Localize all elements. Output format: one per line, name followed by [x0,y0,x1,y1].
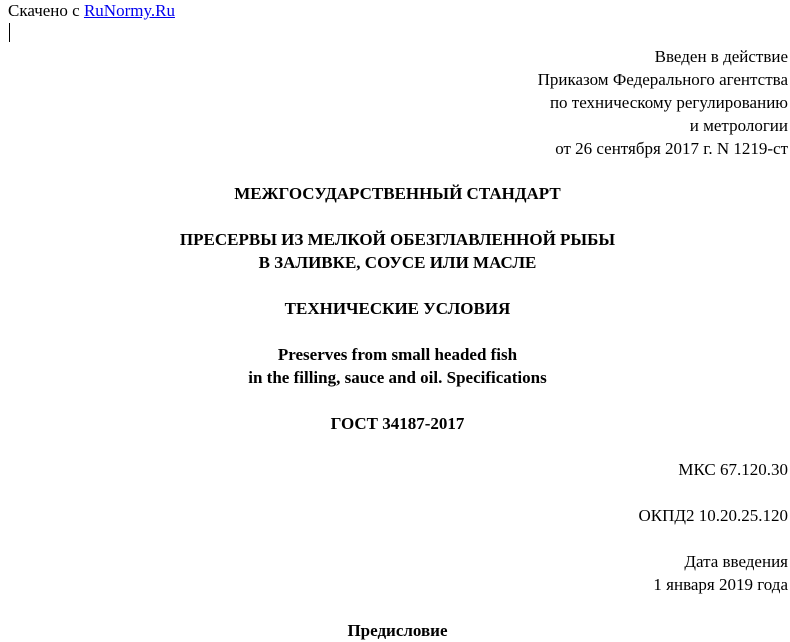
english-title [0,343,790,389]
enactment-line: и метрологии [689,116,788,135]
russian-title-line: ПРЕСЕРВЫ ИЗ МЕЛКОЙ ОБЕЗГЛАВЛЕННОЙ РЫБЫ [179,230,616,249]
specifications-text: ТЕХНИЧЕСКИЕ УСЛОВИЯ [284,299,511,318]
introduction-date [653,550,788,596]
enactment-line: Введен в действие [654,47,788,66]
text-cursor [9,23,10,42]
english-title-line: in the filling, sauce and oil. Specifications [248,368,547,387]
enactment-line: по техническому регулированию [549,93,788,112]
okpd-code: ОКПД2 10.20.25.120 [638,506,788,525]
standard-type-heading [0,182,790,205]
russian-title-line: В ЗАЛИВКЕ, СОУСЕ ИЛИ МАСЛЕ [258,253,537,272]
specifications-heading [0,297,790,320]
date-value: 1 января 2019 года [653,575,788,594]
standard-type-text: МЕЖГОСУДАРСТВЕННЫЙ СТАНДАРТ [234,184,561,203]
foreword-text: Предисловие [347,621,448,640]
foreword-heading [0,619,790,642]
enactment-block [538,45,788,160]
gost-number-text: ГОСТ 34187-2017 [330,414,465,433]
enactment-line: от 26 сентября 2017 г. N 1219-ст [555,139,788,158]
gost-number [0,412,790,435]
download-source-line [8,1,175,21]
mks-code: МКС 67.120.30 [678,460,788,479]
date-label: Дата введения [684,552,788,571]
russian-title [0,228,790,274]
english-title-line: Preserves from small headed fish [277,345,518,364]
enactment-line: Приказом Федерального агентства [537,70,788,89]
runormy-link[interactable]: RuNormy.Ru [83,1,175,20]
download-prefix: Скачено с [8,1,80,20]
